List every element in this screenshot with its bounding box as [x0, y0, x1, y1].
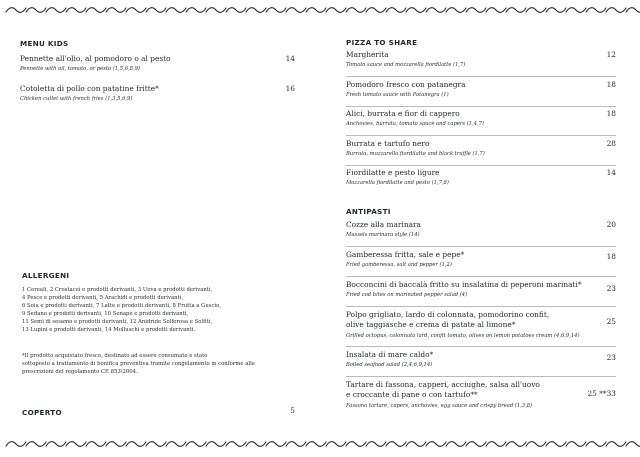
item-description: Fassona tartare, capers, anchovies, egg sauce and crispy bread (1,3,8)	[346, 402, 533, 409]
item-name: Polpo grigliato, lardo di colonnata, pomodorino confit, olive taggiasche e crema di patate al limone*	[346, 310, 550, 330]
item-price: 18	[606, 80, 616, 89]
item-name: Gamberessa fritta, sale e pepe*	[346, 250, 465, 259]
item-price: 20	[606, 220, 616, 229]
item-description: Mussels marinara style (14)	[346, 232, 420, 239]
item-price: 18	[606, 109, 616, 118]
item-description: Burrata, mozzarella fiordilatte and black truffle (1,7)	[346, 151, 485, 158]
item-description: Fresh tomato sauce with Patanegra (1)	[346, 92, 449, 99]
menu-item	[346, 109, 616, 128]
item-description: Grilled octopus, colonnata lard, confit tomato, olives on lemon potatoes cream (4,6,9,14)	[346, 332, 580, 339]
item-name: Pomodoro fresco con patanegra	[346, 80, 466, 89]
allergen-line: 13 Lupini e prodotti derivanti, 14 Molluschi e prodotti derivanti.	[22, 327, 196, 333]
menu-item	[346, 50, 616, 69]
item-price: 23	[606, 353, 616, 362]
menu-item	[346, 80, 616, 99]
divider	[346, 306, 616, 307]
menu-item	[346, 220, 616, 239]
item-description: Chicken cutlet with french fries (1,3,5,6,9)	[20, 96, 133, 103]
allergen-line: 1 Cereali, 2 Crostacei e prodotti derivanti, 3 Uova e prodotti derivanti,	[22, 287, 213, 293]
item-name: Cozze alla marinara	[346, 220, 421, 229]
item-description: Fried cod bites on marinated pepper salad (4)	[346, 292, 468, 299]
item-name: Insalata di mare caldo*	[346, 350, 434, 359]
wave-segment	[626, 8, 640, 13]
menu-item	[346, 380, 616, 410]
item-price: 25 **33	[587, 389, 616, 398]
divider	[346, 376, 616, 377]
menu-item	[346, 310, 616, 340]
item-description: Tomato sauce and mozzarella fiordilatte (1,7)	[346, 62, 466, 69]
menu-item	[346, 280, 616, 299]
item-price: 18	[606, 252, 616, 261]
item-price: 12	[606, 50, 616, 59]
divider	[346, 246, 616, 247]
item-name: Tartare di fassona, capperi, acciughe, salsa all'uovo e croccante di pane o con tartufo**	[346, 380, 540, 400]
divider	[346, 346, 616, 347]
allergen-line: 9 Sedano e prodotti derivanti, 10 Senape e prodotti derivanti,	[22, 311, 189, 317]
item-name: Alici, burrata e fior di cappero	[346, 109, 460, 118]
allergen-line: 4 Pesce e prodotti derivanti, 5 Arachidi e prodotti derivanti,	[22, 295, 184, 301]
divider	[346, 276, 616, 277]
divider	[346, 76, 616, 77]
left-column	[20, 0, 295, 457]
item-name: Cotoletta di pollo con patatine fritte*	[20, 84, 159, 93]
wave-segment	[306, 8, 326, 13]
menu-item	[346, 168, 616, 187]
allergen-list	[22, 286, 282, 334]
allergen-line: 11 Semi di sesamo e prodotti derivanti, 12 Anidride Solforosa e Solfiti,	[22, 319, 213, 325]
frozen-product-note: *Il prodotto acquistato fresco, destinato ad essere consumato e stato sottoposto a trattamento di bonifica preventiva tramite congelamento in conforme alle prescrizioni del regolamento CE 853\2004.	[22, 353, 255, 375]
item-price: 25	[606, 317, 616, 326]
item-description: Pennette with oil, tomato, or pesto (1,5,6,8,9)	[20, 66, 140, 73]
item-price: 16	[285, 84, 295, 93]
divider	[346, 165, 616, 166]
wave-segment	[626, 442, 640, 447]
divider	[346, 106, 616, 107]
allergen-line: 6 Soia e prodotti derivanti, 7 Latte e prodotti derivanti, 8 Frutta a Guscio,	[22, 303, 222, 309]
item-description: Mozzarella fiordilatte and pesto (1,7,8)	[346, 180, 449, 187]
item-price: 14	[285, 54, 295, 63]
item-price: 28	[606, 139, 616, 148]
wave-segment	[306, 442, 326, 447]
menu-item	[20, 84, 295, 103]
antipasti-title: ANTIPASTI	[346, 207, 391, 216]
menu-item	[20, 54, 295, 73]
item-name: Fiordilatte e pesto ligure	[346, 168, 440, 177]
right-column	[346, 0, 616, 457]
item-description: Fried gamberessa, salt and pepper (1,2)	[346, 262, 452, 269]
coperto-price: 5	[290, 406, 295, 415]
wave-segment	[326, 442, 346, 447]
item-description: Anchovies, burrata, tomato sauce and capers (1,4,7)	[346, 121, 484, 128]
item-name: Pennette all'olio, al pomodoro o al pesto	[20, 54, 171, 63]
menu-item	[346, 250, 616, 269]
item-name: Burrata e tartufo nero	[346, 139, 430, 148]
menu-item	[346, 139, 616, 158]
wave-segment	[326, 8, 346, 13]
item-name: Margherita	[346, 50, 389, 59]
item-price: 23	[606, 284, 616, 293]
menu-kids-title: MENU KIDS	[20, 39, 69, 48]
item-price: 14	[606, 168, 616, 177]
item-description: Boiled seafood salad (2,4,6,9,14)	[346, 362, 433, 369]
item-name: Bocconcini di baccalà fritto su insalatina di peperoni marinati*	[346, 280, 582, 289]
menu-item	[346, 350, 616, 369]
coperto-title: COPERTO	[22, 408, 62, 417]
divider	[346, 135, 616, 136]
allergeni-title: ALLERGENI	[22, 271, 70, 280]
pizza-to-share-title: PIZZA TO SHARE	[346, 38, 418, 47]
